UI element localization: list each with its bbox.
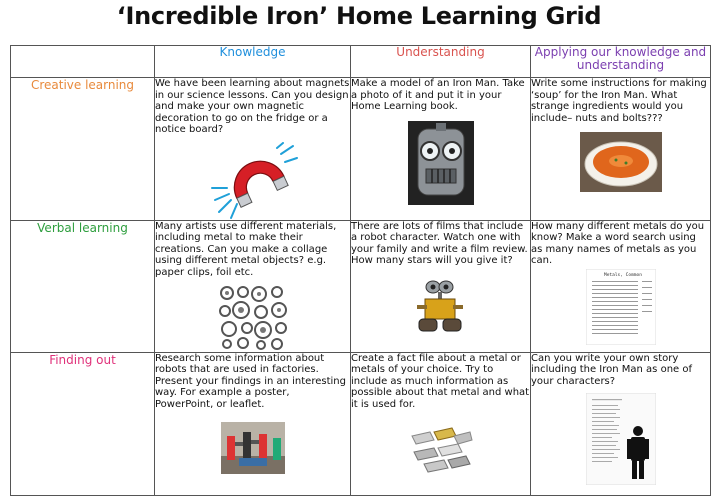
gears-collage-image	[217, 284, 289, 350]
task-cell	[351, 352, 531, 495]
factory-robots-image	[221, 422, 285, 474]
task-text: There are lots of films that include a robot character. Watch one with your family and write a film review. How many stars will you give it?	[351, 220, 528, 266]
task-cell	[351, 78, 531, 221]
robot-head-image	[408, 121, 474, 205]
soup-bowl-image	[580, 132, 662, 192]
task-text: We have been learning about magnets in our science lessons. Can you design and make your own magnetic decoration to go on the fridge or a notice board?	[155, 78, 350, 135]
word-search-title: Metals, Common	[603, 272, 642, 278]
row-header-creative: Creative learning	[11, 78, 155, 221]
task-text: Many artists use different materials, including metal to make their creations. Can you make a collage using different metal objects? e.g. paper clips, foil etc.	[155, 220, 337, 278]
task-text: Research some information about robots that are used in factories. Present your findings in an interesting way. For example a poster, PowerPoint, or leaflet.	[155, 352, 346, 410]
task-text: Can you write your own story including the Iron Man as one of your characters?	[531, 352, 693, 387]
task-cell	[155, 78, 351, 221]
learning-grid	[10, 45, 711, 496]
task-cell	[155, 220, 351, 352]
column-header-applying: Applying our knowledge and understanding	[531, 46, 711, 78]
horseshoe-magnet-image	[207, 142, 299, 220]
iron-man-story-image	[586, 393, 656, 485]
task-text: Make a model of an Iron Man. Take a photo of it and put it in your Home Learning book.	[351, 78, 525, 112]
task-cell	[531, 352, 711, 495]
corner-cell	[11, 46, 155, 78]
column-header-knowledge: Knowledge	[155, 46, 351, 78]
page-title: ‘Incredible Iron’ Home Learning Grid	[116, 2, 602, 30]
row-header-verbal: Verbal learning	[11, 220, 155, 352]
task-cell	[351, 220, 531, 352]
task-text: Create a fact file about a metal or metals of your choice. Try to include as much information as possible about that metal and what it is used for.	[351, 352, 530, 410]
task-text: Write some instructions for making ‘soup’ for the Iron Man. What strange ingredients would you include– nuts and bolts???	[531, 78, 707, 124]
grid-row-creative	[11, 78, 711, 221]
row-header-finding: Finding out	[11, 352, 155, 495]
task-text: How many different metals do you know? Make a word search using as many names of metals as you can.	[531, 220, 705, 266]
task-cell	[155, 352, 351, 495]
task-cell	[531, 78, 711, 221]
header-row	[11, 46, 711, 78]
grid-row-verbal	[11, 220, 711, 352]
grid-row-finding	[11, 352, 711, 495]
wall-e-robot-image	[413, 277, 469, 335]
metal-bars-image	[408, 420, 474, 474]
task-cell	[531, 220, 711, 352]
word-search-image	[586, 269, 656, 345]
column-header-understanding: Understanding	[351, 46, 531, 78]
